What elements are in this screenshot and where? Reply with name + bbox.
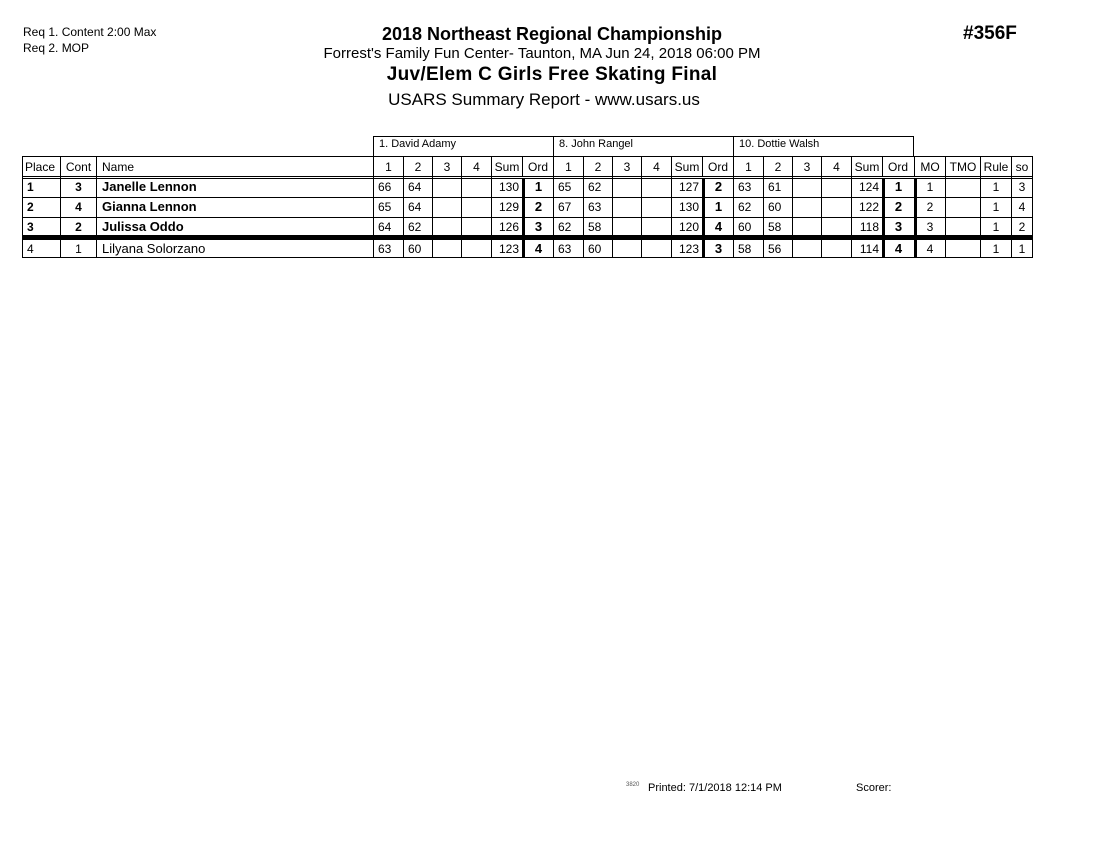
grid-line: [553, 156, 554, 177]
scorer-label: Scorer:: [856, 782, 892, 794]
column-header-name: Name: [102, 160, 135, 174]
judge-3-ordinal: 1: [894, 179, 903, 194]
judge-1-mark-1: 63: [378, 242, 392, 256]
judge-3-mark-3: [793, 178, 821, 197]
grid-line: [702, 156, 703, 177]
judge-2-mark-3: [613, 198, 641, 217]
so-cell: 1: [1018, 242, 1026, 256]
grid-line: [914, 178, 917, 258]
tmo-cell: [946, 198, 980, 217]
judge-1-mark-1: 65: [378, 200, 392, 214]
so-cell: 2: [1018, 220, 1026, 234]
judge-1-sum: 123: [498, 242, 519, 256]
judge-2-header-mark-2: 2: [594, 160, 602, 174]
cont-cell: 2: [75, 220, 82, 234]
event-number: #356F: [963, 23, 1017, 44]
judge-3-header-ord: Ord: [887, 160, 908, 174]
printed-timestamp: Printed: 7/1/2018 12:14 PM: [648, 782, 782, 794]
grid-line: [980, 156, 981, 258]
judge-header-2: 8. John Rangel: [553, 136, 734, 157]
cont-cell: 1: [75, 242, 82, 256]
column-header-place: Place: [25, 160, 56, 174]
grid-line: [763, 156, 764, 258]
mo-cell: 1: [926, 180, 934, 194]
judge-2-mark-2: 60: [588, 242, 602, 256]
judge-1-header-sum: Sum: [494, 160, 520, 174]
grid-line: [22, 156, 23, 258]
judge-2-sum: 130: [678, 200, 699, 214]
judge-1-sum: 126: [498, 220, 519, 234]
judge-3-ordinal: 3: [894, 219, 903, 234]
judge-1-mark-1: 64: [378, 220, 392, 234]
judge-1-mark-2: 64: [408, 200, 422, 214]
judge-2-header-mark-1: 1: [565, 160, 572, 174]
column-header-tmo: TMO: [949, 160, 977, 174]
report-code: 3820: [626, 782, 640, 788]
grid-line: [522, 178, 525, 258]
judge-3-sum: 124: [858, 180, 879, 194]
mo-cell: 4: [926, 242, 934, 256]
judge-1-sum: 129: [498, 200, 519, 214]
requirement-2: Req 2. MOP: [23, 41, 90, 55]
judge-1-sum: 130: [498, 180, 519, 194]
grid-line: [733, 156, 734, 177]
cont-cell: 3: [75, 180, 82, 194]
judge-3-mark-2: 61: [768, 180, 782, 194]
judge-header-3: 10. Dottie Walsh: [733, 136, 914, 157]
judge-2-sum: 127: [678, 180, 699, 194]
championship-title: 2018 Northeast Regional Championship: [381, 24, 723, 44]
judge-1-mark-2: 64: [408, 180, 422, 194]
mo-cell: 3: [926, 220, 934, 234]
skater-name: Julissa Oddo: [102, 219, 184, 234]
judge-1-header-mark-2: 2: [414, 160, 422, 174]
judge-1-header-mark-4: 4: [473, 160, 480, 174]
judge-3-mark-2: 60: [768, 200, 782, 214]
report-title: USARS Summary Report - www.usars.us: [388, 90, 700, 109]
grid-line: [583, 156, 584, 258]
grid-line: [373, 156, 374, 258]
tmo-cell: [946, 178, 980, 197]
grid-line: [641, 156, 642, 258]
judge-3-mark-1: 62: [738, 200, 752, 214]
judge-2-header-mark-4: 4: [653, 160, 660, 174]
judge-2-mark-2: 62: [588, 180, 602, 194]
judge-header-1: 1. David Adamy: [373, 136, 554, 157]
grid-line: [702, 178, 705, 258]
judge-1-mark-4: [462, 178, 491, 197]
judge-3-mark-2: 56: [768, 242, 782, 256]
place-cell: 2: [27, 200, 34, 214]
judge-1-header-ord: Ord: [527, 160, 548, 174]
rule-cell: 1: [992, 180, 1000, 194]
judge-3-ordinal: 2: [894, 199, 903, 214]
judge-3-mark-3: [793, 198, 821, 217]
judge-2-header-ord: Ord: [707, 160, 728, 174]
rule-cell: 1: [992, 220, 1000, 234]
judge-3-mark-1: 58: [738, 242, 752, 256]
judge-2-ordinal: 1: [714, 199, 723, 214]
grid-line: [882, 156, 883, 177]
rule-cell: 1: [992, 200, 1000, 214]
judge-1-ordinal: 3: [534, 219, 543, 234]
column-header-mo: MO: [920, 160, 940, 174]
place-cell: 3: [27, 220, 34, 234]
judge-1-header-mark-3: 3: [443, 160, 451, 174]
judge-2-mark-1: 65: [558, 180, 572, 194]
grid-line: [96, 156, 97, 258]
column-header-so: so: [1015, 160, 1029, 174]
skater-name: Gianna Lennon: [102, 199, 197, 214]
rule-cell: 1: [992, 242, 1000, 256]
judge-3-header-mark-2: 2: [774, 160, 782, 174]
judge-2-ordinal: 2: [714, 179, 723, 194]
event-title: Juv/Elem C Girls Free Skating Final: [386, 64, 718, 85]
column-header-rule: Rule: [983, 160, 1009, 174]
grid-line: [491, 156, 492, 258]
judge-2-header-mark-3: 3: [623, 160, 631, 174]
judge-1-mark-2: 60: [408, 242, 422, 256]
judge-2-mark-3: [613, 178, 641, 197]
grid-line: [403, 156, 404, 258]
judge-2-header-sum: Sum: [674, 160, 700, 174]
judge-3-sum: 122: [858, 200, 879, 214]
judge-2-sum: 120: [678, 220, 699, 234]
grid-line: [821, 156, 822, 258]
grid-line: [851, 156, 852, 258]
judge-2-mark-1: 62: [558, 220, 572, 234]
judge-3-sum: 118: [859, 220, 879, 234]
judge-3-mark-1: 63: [738, 180, 752, 194]
judge-2-sum: 123: [678, 242, 699, 256]
judge-1-mark-3: [433, 178, 461, 197]
skater-name: Janelle Lennon: [102, 179, 197, 194]
grid-line: [461, 156, 462, 258]
place-cell: 1: [27, 180, 34, 194]
so-cell: 3: [1018, 180, 1026, 194]
judge-1-header-mark-1: 1: [385, 160, 392, 174]
judge-1-mark-3: [433, 198, 461, 217]
so-cell: 4: [1018, 200, 1026, 214]
judge-3-ordinal: 4: [894, 241, 903, 256]
judge-2-ordinal: 4: [714, 219, 723, 234]
grid-line: [1011, 156, 1012, 258]
judge-1-mark-4: [462, 198, 491, 217]
requirement-1: Req 1. Content 2:00 Max: [23, 25, 157, 39]
judge-1-ordinal: 1: [534, 179, 543, 194]
judge-2-mark-1: 67: [558, 200, 572, 214]
judge-1-ordinal: 2: [534, 199, 543, 214]
cont-cell: 4: [75, 200, 82, 214]
grid-line: [914, 156, 915, 177]
grid-line: [612, 156, 613, 258]
judge-3-mark-2: 58: [768, 220, 782, 234]
judge-3-sum: 114: [859, 242, 879, 256]
grid-line: [945, 156, 946, 258]
judge-2-ordinal: 3: [714, 241, 723, 256]
judge-2-mark-1: 63: [558, 242, 572, 256]
judge-2-mark-2: 58: [588, 220, 602, 234]
skater-name: Lilyana Solorzano: [102, 241, 206, 256]
grid-line: [432, 156, 433, 258]
judge-3-mark-1: 60: [738, 220, 752, 234]
column-header-cont: Cont: [65, 160, 92, 174]
judge-3-header-mark-4: 4: [833, 160, 840, 174]
judge-2-mark-4: [642, 198, 671, 217]
judge-2-mark-4: [642, 178, 671, 197]
judge-3-mark-4: [822, 178, 851, 197]
grid-line: [60, 156, 61, 258]
grid-line: [1032, 156, 1033, 258]
mo-cell: 2: [926, 200, 934, 214]
judge-3-header-mark-3: 3: [803, 160, 811, 174]
judge-3-header-mark-1: 1: [745, 160, 752, 174]
grid-line: [792, 156, 793, 258]
judge-3-header-sum: Sum: [854, 160, 880, 174]
judge-1-mark-2: 62: [408, 220, 422, 234]
place-cell: 4: [27, 242, 34, 256]
judge-3-mark-4: [822, 198, 851, 217]
judge-1-mark-1: 66: [378, 180, 392, 194]
grid-line: [671, 156, 672, 258]
judge-1-ordinal: 4: [534, 241, 543, 256]
judge-2-mark-2: 63: [588, 200, 602, 214]
venue-date: Forrest's Family Fun Center- Taunton, MA Jun 24, 2018 06:00 PM: [323, 45, 761, 62]
grid-line: [522, 156, 523, 177]
grid-line: [882, 178, 885, 258]
